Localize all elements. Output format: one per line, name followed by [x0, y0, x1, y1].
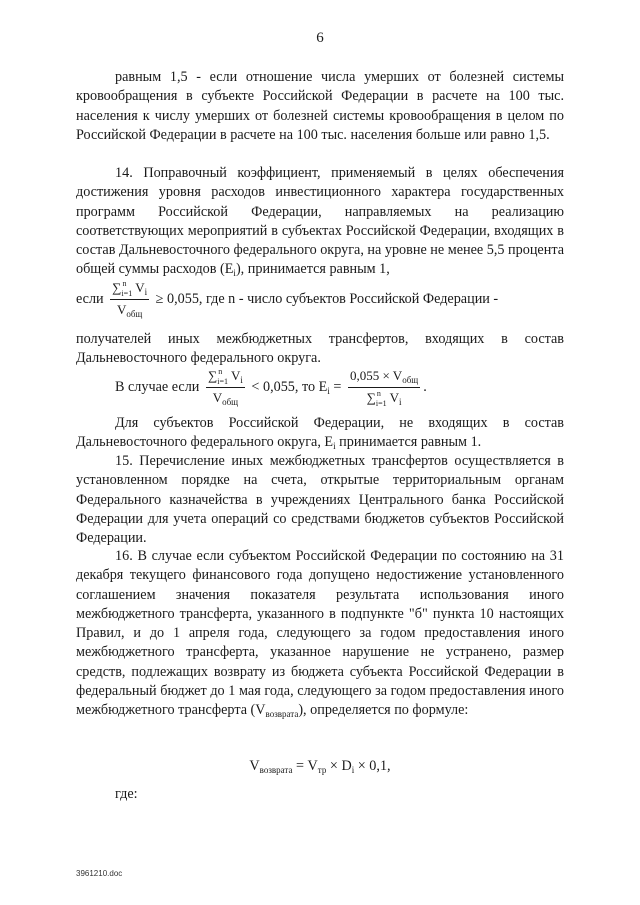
formula-return-amount: $V_{возврата} = V_{тр} \times D_i \times 0,1$, [249, 758, 391, 775]
footer-doc-name: 3961210.doc [76, 869, 123, 878]
paragraph-16 [76, 547, 564, 725]
paragraph-15 [76, 452, 564, 548]
paragraph-continuation [76, 68, 564, 145]
page-number: 6 [316, 30, 324, 46]
fraction-sum-v-over-vtotal: $\frac{\sum^n_{i=1} V_i}{V_{общ}}$ [207, 367, 243, 407]
fraction-const-over-sum: $\frac{0,055 \times V_{общ}}{\sum^n_{i=1} V_i}$ [349, 368, 419, 408]
paragraph-14-c [76, 414, 564, 457]
formula-condition-ge: если $\frac{\sum^n_{i=1} V_i}{V_{общ}}$ ≥ 0,055, где n - число субъектов Российской Федерации - [76, 279, 499, 319]
paragraph-text: Для субъектов Российской Федерации, не входящих в состав Дальневосточного федерального округа, $E_i$ принимается равным 1. [76, 415, 564, 452]
formula-condition-lt: В случае если $\frac{\sum^n_{i=1} V_i}{V_{общ}}$ < 0,055, то $E_i$ = $\frac{0,055 \times V_{общ}}{\sum^n_{i=1} V_i}$ . [115, 367, 427, 408]
paragraph-text: 16. В случае если субъектом Российской Федерации по состоянию на 31 декабря текущего финансового года допущено недостижение установленного соглашением значения показателя результата использования иного межбюджетного трансферта, указанного в подпункте "б" пункта 10 настоящих Правил, и до 1 апреля года, следующего за годом предоставления иного межбюджетного трансферта, указанное нарушение не устранено, размер средств, подлежащих возврату из бюджета субъекта Российской Федерации в федеральный бюджет до 1 мая года, следующего за годом предоставления иного межбюджетного трансферта $(V_{возврата})$, определяется по формуле: [76, 548, 564, 720]
paragraph-14 [76, 164, 564, 284]
fraction-sum-v-over-vtotal: $\frac{\sum^n_{i=1} V_i}{V_{общ}}$ [112, 279, 148, 319]
paragraph-text: 14. Поправочный коэффициент, применяемый в целях обеспечения достижения уровня расходов инвестиционного характера государственных программ Российской Федерации, направляемых на реализацию соответствующих мероприятий в субъектах Российской Федерации, входящих в состав Дальневосточного федерального округа, на уровне не менее 5,5 процента общей суммы расходов $(E_i)$, принимается равным 1, [76, 165, 564, 279]
paragraph-text: 15. Перечисление иных межбюджетных трансфертов осуществляется в установленном порядке на счета, открытые территориальным органам Федерального казначейства в учреждениях Центрального банка Российской Федерации для учета операций со средствами бюджетов субъектов Российской Федерации. [76, 453, 564, 547]
where-label: где: [115, 786, 138, 802]
paragraph-14-b [76, 330, 564, 369]
paragraph-text: равным 1,5 - если отношение числа умерших от болезней системы кровообращения в субъекте Российской Федерации в расчете на 100 тыс. населения к числу умерших от болезней системы кровообращения в целом по Российской Федерации в расчете на 100 тыс. населения больше или равно 1,5. [76, 69, 564, 143]
paragraph-text: получателей иных межбюджетных трансфертов, входящих в состав Дальневосточного федерального округа. [76, 331, 564, 367]
